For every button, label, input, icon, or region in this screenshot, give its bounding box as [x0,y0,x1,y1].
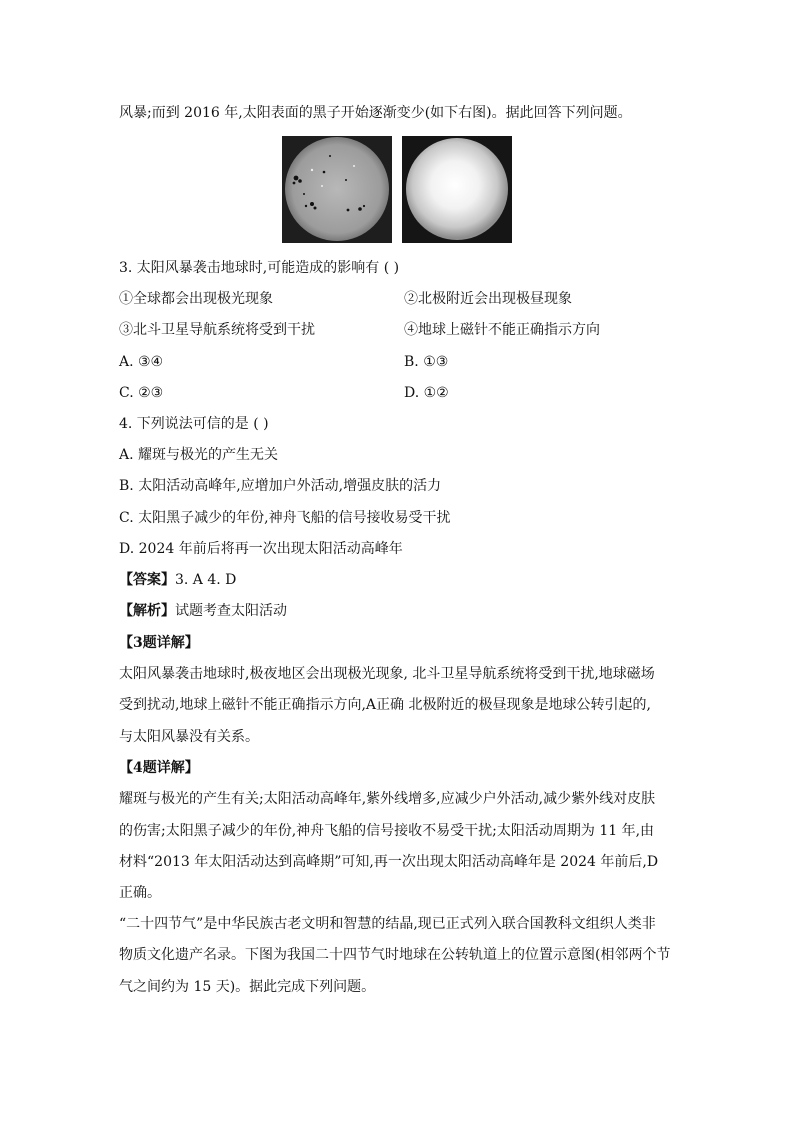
q4-option-b: B. 太阳活动高峰年,应增加户外活动,增强皮肤的活力 [119,478,442,494]
detail4-line-2: 的伤害;太阳黑子减少的年份,神舟飞船的信号接收不易受干扰;太阳活动周期为 11 年,由 [119,823,655,839]
detail3-line-3: 与太阳风暴没有关系。 [119,729,259,745]
analysis-line [119,601,287,621]
detail3-label: 【3题详解】 [119,635,199,651]
q3-option-a: A. ③④ [119,354,164,370]
q3-item-3: ③北斗卫星导航系统将受到干扰 [119,322,315,338]
q3-option-d: D. ①② [404,385,449,401]
passage-line-2: 物质文化遗产名录。下图为我国二十四节气时地球在公转轨道上的位置示意图(相邻两个节 [119,947,671,963]
detail4-line-1: 耀斑与极光的产生有关;太阳活动高峰年,紫外线增多,应减少户外活动,减少紫外线对皮肤 [119,791,656,807]
analysis-label: 【解析】 [119,603,175,619]
answer-text: 3. A 4. D [175,572,237,588]
passage-line-3: 气之间约为 15 天)。据此完成下列问题。 [119,979,376,995]
analysis-text: 试题考查太阳活动 [175,603,287,619]
detail3-line-2: 受到扰动,地球上磁针不能正确指示方向,A正确 北极附近的极昼现象是地球公转引起的, [119,697,651,713]
sun-with-sunspots-image [282,136,392,243]
q3-stem: 3. 太阳风暴袭击地球时,可能造成的影响有 ( ) [119,260,400,276]
q3-item-2: ②北极附近会出现极昼现象 [404,291,572,307]
sun-without-sunspots-image [402,136,512,243]
q3-item-4: ④地球上磁针不能正确指示方向 [404,322,600,338]
passage-line-1: “二十四节气”是中华民族古老文明和智慧的结晶,现已正式列入联合国教科文组织人类非 [119,916,656,932]
q4-option-a: A. 耀斑与极光的产生无关 [119,447,279,463]
intro-text: 风暴;而到 2016 年,太阳表面的黑子开始逐渐变少(如下右图)。据此回答下列问题。 [119,105,632,121]
detail3-line-1: 太阳风暴袭击地球时,极夜地区会出现极光现象, 北斗卫星导航系统将受到干扰,地球磁场 [119,666,655,682]
q4-option-c: C. 太阳黑子减少的年份,神舟飞船的信号接收易受干扰 [119,510,451,526]
q3-option-c: C. ②③ [119,385,164,401]
q4-stem: 4. 下列说法可信的是 ( ) [119,416,269,432]
answer-label: 【答案】 [119,572,175,588]
answer-line [119,570,236,590]
detail4-label: 【4题详解】 [119,760,199,776]
q4-option-d: D. 2024 年前后将再一次出现太阳活动高峰年 [119,541,403,557]
sun-figure [282,136,512,243]
q3-item-1: ①全球都会出现极光现象 [119,291,273,307]
detail4-line-4: 正确。 [119,885,161,901]
q3-option-b: B. ①③ [404,354,449,370]
detail4-line-3: 材料“2013 年太阳活动达到高峰期”可知,再一次出现太阳活动高峰年是 2024 年前后,D [119,854,659,870]
